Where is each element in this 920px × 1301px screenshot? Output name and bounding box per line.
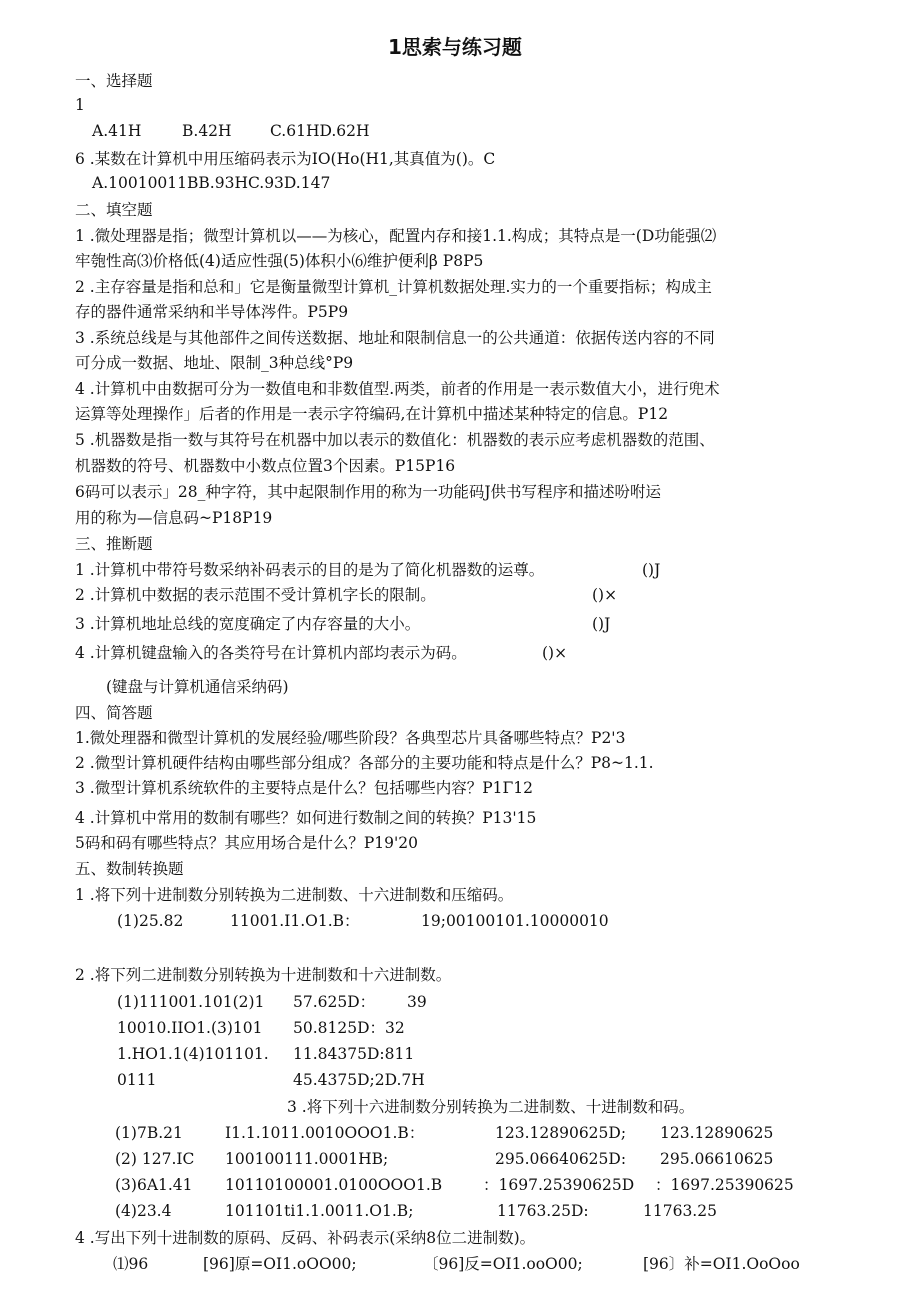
judge-text: 2 .计算机中数据的表示范围不受计算机字长的限制。 <box>75 586 436 604</box>
short-question: 1.微处理器和微型计算机的发展经验/哪些阶段？各典型芯片具备哪些特点？P2'3 <box>75 729 626 747</box>
fill-line: 牢匏性高⑶价格低(4)适应性强(5)体积小⑹维护便利β P8P5 <box>75 252 484 270</box>
answer-cell: 10010.IIO1.(3)101 <box>117 1019 263 1037</box>
answer-cell: 11.84375D:811 <box>293 1045 415 1063</box>
answer-cell: 〔96]反=OI1.ooO00; <box>423 1255 583 1273</box>
question-6: 6 .某数在计算机中用压缩码表示为IO(Ho(H1,其真值为()。C <box>75 150 496 168</box>
fill-line: 6码可以表示」28_种字符，其中起限制作用的称为一功能码J供书写程序和描述吩咐运 <box>75 483 662 501</box>
answer-cell: 101101ti1.1.0011.O1.B; <box>225 1202 414 1220</box>
question-6-options: A.10010011BB.93HC.93D.147 <box>92 174 331 192</box>
fill-line: 5 .机器数是指一数与其符号在机器中加以表示的数值化：机器数的表示应考虑机器数的范围、 <box>75 431 715 449</box>
answer-cell: 50.8125D：32 <box>293 1019 405 1037</box>
fill-line: 4 .计算机中由数据可分为一数值电和非数值型.两类，前者的作用是一表示数值大小，进行兜术 <box>75 380 720 398</box>
answer-cell: 10110100001.0100OOO1.B <box>225 1176 443 1194</box>
answer-cell: [96〕补=OI1.OoOoo <box>643 1255 800 1273</box>
answer-cell: ：1697.25390625D <box>483 1176 635 1194</box>
short-question: 4 .计算机中常用的数制有哪些？如何进行数制之间的转换？P13'15 <box>75 809 537 827</box>
answer-cell: 11763.25D: <box>497 1202 589 1220</box>
answer-cell: ：1697.25390625 <box>655 1176 794 1194</box>
short-question: 5码和码有哪些特点？其应用场合是什么？P19'20 <box>75 834 418 852</box>
judge-text: 3 .计算机地址总线的宽度确定了内存容量的大小。 <box>75 615 421 633</box>
answer-cell: 57.625D： <box>293 993 376 1011</box>
answer-cell: (2) 127.IC <box>115 1150 195 1168</box>
judge-mark: ()× <box>542 644 568 662</box>
answer-cell: (1)111001.101(2)1 <box>117 993 265 1011</box>
short-question: 3 .微型计算机系统软件的主要特点是什么？包括哪些内容？P1Γ12 <box>75 779 533 797</box>
short-question: 2 .微型计算机硬件结构由哪些部分组成？各部分的主要功能和特点是什么？P8~1.1. <box>75 754 654 772</box>
answer-cell: 100100111.0001HB; <box>225 1150 389 1168</box>
fill-line: 2 .主存容量是指和总和」它是衡量微型计算机_计算机数据处理.实力的一个重要指标；构成主 <box>75 278 712 296</box>
judge-text: 1 .计算机中带符号数采纳补码表示的目的是为了简化机器数的运尊。 <box>75 561 545 579</box>
section-heading-convert: 五、数制转换题 <box>75 860 184 878</box>
answer-cell: (1)25.82 <box>117 912 184 930</box>
judge-mark: ()J <box>642 561 661 579</box>
fill-line: 用的称为—信息码~P18P19 <box>75 509 273 527</box>
option-b: B.42H <box>182 122 232 140</box>
section-heading-choice: 一、选择题 <box>75 72 153 90</box>
convert-q3: 3 .将下列十六进制数分别转换为二进制数、十进制数和码。 <box>287 1098 695 1116</box>
answer-cell: 1.HO1.1(4)101101. <box>117 1045 269 1063</box>
judge-text: 4 .计算机键盘输入的各类符号在计算机内部均表示为码。 <box>75 644 467 662</box>
answer-cell: 45.4375D;2D.7H <box>293 1071 425 1089</box>
section-heading-short: 四、简答题 <box>75 704 153 722</box>
answer-cell: 295.06640625D: <box>495 1150 627 1168</box>
convert-q2: 2 .将下列二进制数分别转换为十进制数和十六进制数。 <box>75 966 452 984</box>
fill-line: 可分成一数据、地址、限制_3种总线°P9 <box>75 354 354 372</box>
answer-cell: 0111 <box>117 1071 157 1089</box>
judge-mark: ()J <box>592 615 611 633</box>
answer-cell: 123.12890625 <box>660 1124 774 1142</box>
answer-cell: (4)23.4 <box>115 1202 172 1220</box>
answer-cell: 123.12890625D; <box>495 1124 627 1142</box>
fill-line: 存的器件通常采纳和半导体涔件。P5P9 <box>75 303 349 321</box>
answer-cell: 19;00100101.10000010 <box>421 912 609 930</box>
answer-cell: 39 <box>407 993 427 1011</box>
page-title: 1思索与练习题 <box>388 35 522 59</box>
section-heading-fill: 二、填空题 <box>75 201 153 219</box>
question-number: 1 <box>75 96 85 114</box>
answer-cell: [96]原=OI1.oOO00; <box>203 1255 357 1273</box>
judge-note: (键盘与计算机通信采纳码) <box>106 678 289 696</box>
answer-cell: ⑴96 <box>113 1255 149 1273</box>
answer-cell: 11001.I1.O1.B： <box>230 912 360 930</box>
answer-cell: (1)7B.21 <box>115 1124 183 1142</box>
fill-line: 机器数的符号、机器数中小数点位置3个因素。P15P16 <box>75 457 456 475</box>
fill-line: 1 .微处理器是指；微型计算机以——为核心，配置内存和接1.1.构成；其特点是一(D功能强⑵ <box>75 227 717 245</box>
fill-line: 运算等处理操作」后者的作用是一表示字符编码,在计算机中描述某种特定的信息。P12 <box>75 405 669 423</box>
option-cd: C.61HD.62H <box>270 122 370 140</box>
section-heading-judge: 三、推断题 <box>75 535 153 553</box>
fill-line: 3 .系统总线是与其他部件之间传送数据、地址和限制信息一的公共通道：依据传送内容的不同 <box>75 329 715 347</box>
answer-cell: 295.06610625 <box>660 1150 774 1168</box>
answer-cell: I1.1.1011.0010OOO1.B： <box>225 1124 425 1142</box>
convert-q4: 4 .写出下列十进制数的原码、反码、补码表示(采纳8位二进制数)。 <box>75 1229 536 1247</box>
option-a: A.41H <box>92 122 142 140</box>
answer-cell: 11763.25 <box>643 1202 717 1220</box>
judge-mark: ()× <box>592 586 618 604</box>
convert-q1: 1 .将下列十进制数分别转换为二进制数、十六进制数和压缩码。 <box>75 886 514 904</box>
answer-cell: (3)6A1.41 <box>115 1176 193 1194</box>
